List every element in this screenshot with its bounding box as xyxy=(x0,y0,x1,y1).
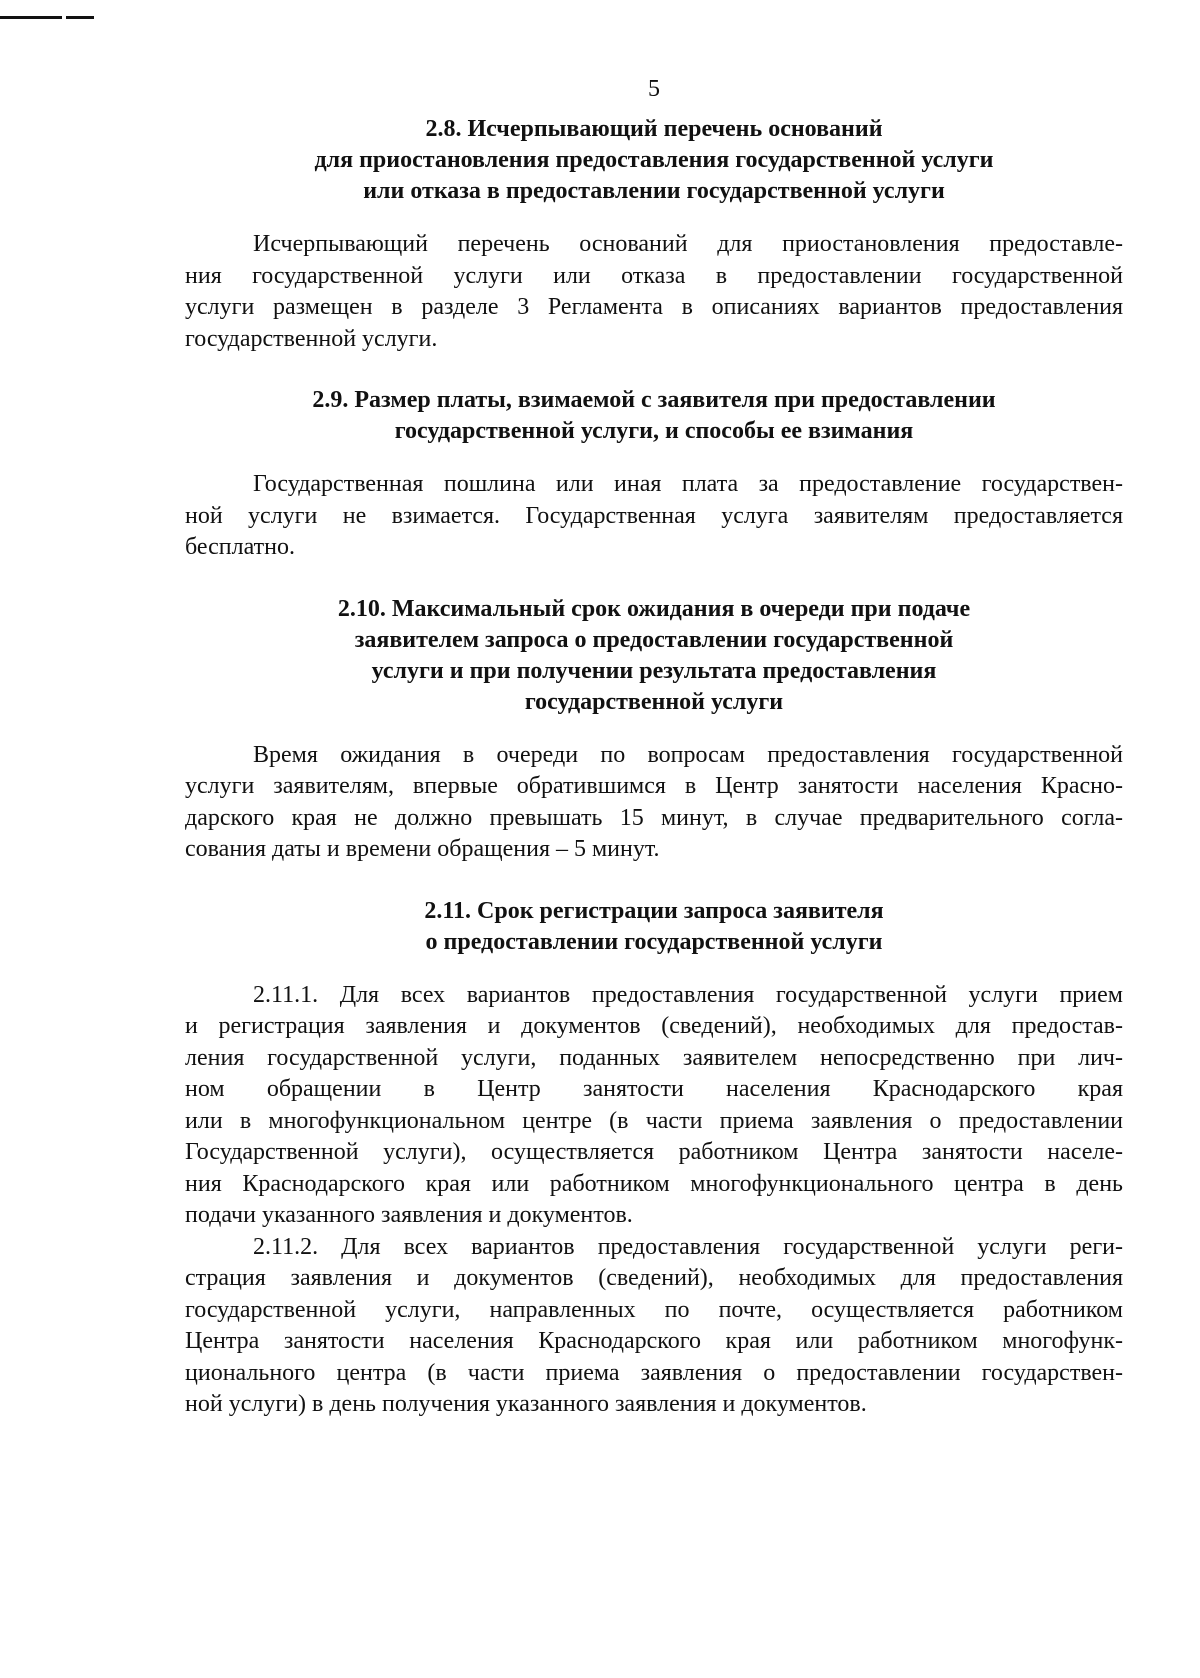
text-line: ления государственной услуги, поданных заявителем непосредственно при лич- xyxy=(185,1044,1123,1071)
section-heading xyxy=(185,896,1123,958)
text-line: подачи указанного заявления и документов. xyxy=(185,1202,633,1228)
text-line: ном обращении в Центр занятости населения Краснодарского края xyxy=(185,1076,1123,1102)
paragraph xyxy=(185,980,1123,1232)
text-line: Государственной услуги), осуществляется работником Центра занятости населе- xyxy=(185,1139,1123,1165)
section-heading xyxy=(185,385,1123,447)
heading-line: 2.9. Размер платы, взимаемой с заявителя при предоставлении xyxy=(312,387,996,413)
text-line: государственной услуги. xyxy=(185,325,438,352)
heading-line: услуги и при получении результата предоставления xyxy=(371,657,937,684)
text-line: 2.11.1. Для всех вариантов предоставления государственной услуги прием xyxy=(253,981,1123,1008)
text-line: услуги размещен в разделе 3 Регламента в описаниях вариантов предоставления xyxy=(185,294,1123,320)
heading-line: государственной услуги xyxy=(524,688,784,715)
text-line: Исчерпывающий перечень оснований для приостановления предоставле- xyxy=(253,231,1123,257)
heading-line: о предоставлении государственной услуги xyxy=(425,928,883,955)
page-number: 5 xyxy=(648,76,660,102)
paragraph xyxy=(185,469,1123,564)
text-line: сования даты и времени обращения – 5 минут. xyxy=(185,836,660,862)
text-line: 2.11.2. Для всех вариантов предоставления государственной услуги реги- xyxy=(253,1233,1123,1260)
text-line: услуги заявителям, впервые обратившимся в Центр занятости населения Красно- xyxy=(185,773,1123,799)
paragraph xyxy=(185,1232,1123,1421)
text-line: государственной услуги, направленных по почте, осуществляется работником xyxy=(185,1296,1123,1323)
text-line: и регистрация заявления и документов (сведений), необходимых для предостав- xyxy=(185,1013,1123,1039)
text-line: или в многофункциональном центре (в части приема заявления о предоставлении xyxy=(185,1107,1123,1134)
text-line: ной услуги) в день получения указанного заявления и документов. xyxy=(185,1391,867,1417)
text-line: Центра занятости населения Краснодарского края или работником многофунк- xyxy=(185,1328,1123,1354)
heading-line: государственной услуги, и способы ее взимания xyxy=(394,418,914,444)
heading-line: 2.8. Исчерпывающий перечень оснований xyxy=(425,116,883,142)
section-2-10 xyxy=(185,594,1123,866)
text-line: страция заявления и документов (сведений), необходимых для предоставления xyxy=(185,1265,1123,1291)
heading-line: 2.11. Срок регистрации запроса заявителя xyxy=(424,897,884,924)
paragraph xyxy=(185,740,1123,866)
text-line: ния государственной услуги или отказа в предоставлении государственной xyxy=(185,262,1123,289)
section-2-9 xyxy=(185,385,1123,564)
section-heading xyxy=(185,594,1123,718)
section-heading xyxy=(185,114,1123,207)
heading-line: или отказа в предоставлении государственной услуги xyxy=(363,178,945,204)
text-line: Время ожидания в очереди по вопросам предоставления государственной xyxy=(253,741,1123,768)
section-2-11 xyxy=(185,896,1123,1421)
scan-margin-mark xyxy=(0,16,94,19)
text-line: дарского края не должно превышать 15 минут, в случае предварительного согла- xyxy=(185,804,1123,831)
text-line: Государственная пошлина или иная плата за предоставление государствен- xyxy=(253,471,1123,497)
text-line: бесплатно. xyxy=(185,534,295,560)
document-page xyxy=(185,72,1123,1421)
heading-line: для приостановления предоставления государственной услуги xyxy=(314,147,994,173)
section-2-8 xyxy=(185,114,1123,355)
text-line: ционального центра (в части приема заявления о предоставлении государствен- xyxy=(185,1359,1123,1386)
paragraph xyxy=(185,229,1123,355)
heading-line: 2.10. Максимальный срок ожидания в очереди при подаче xyxy=(337,595,971,622)
heading-line: заявителем запроса о предоставлении государственной xyxy=(354,626,954,653)
text-line: ной услуги не взимается. Государственная услуга заявителям предоставляется xyxy=(185,502,1123,529)
text-line: ния Краснодарского края или работником многофункционального центра в день xyxy=(185,1170,1123,1197)
